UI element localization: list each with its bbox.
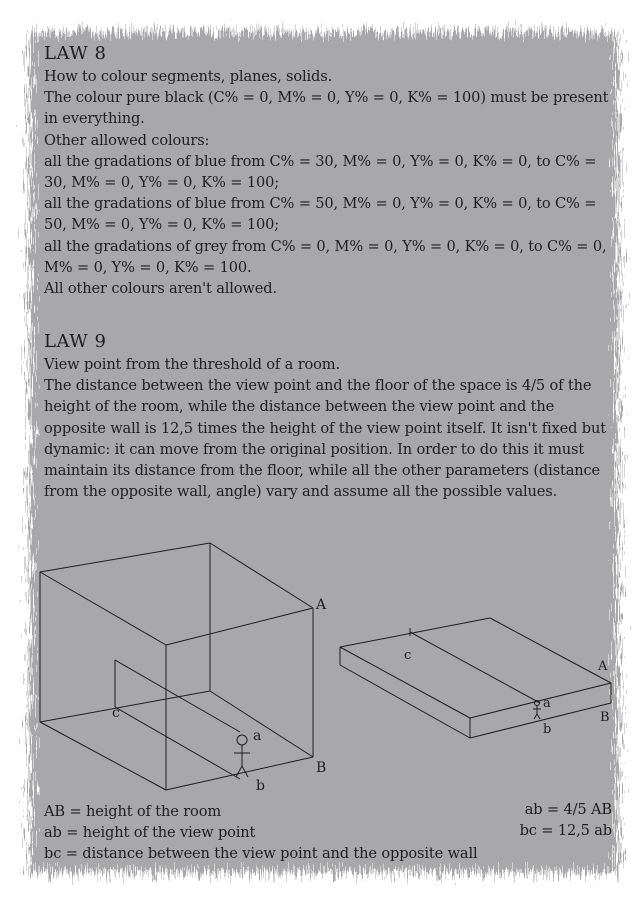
- legend-line: AB = height of the room: [44, 803, 222, 820]
- label-B: B: [316, 760, 327, 776]
- legend-line: ab = height of the view point: [44, 824, 256, 842]
- legend-line: bc = distance between the view point and the opposite wall: [44, 845, 478, 863]
- law-8-line: all the gradations of blue from C% = 30, M% = 0, Y% = 0, K% = 0, to C% = 30, M% = 0, Y% = 0, K% = 100;: [44, 152, 597, 192]
- law-8-line: The colour pure black (C% = 0, M% = 0, Y% = 0, K% = 100) must be present in everything.: [44, 89, 609, 128]
- law-8-line: All other colours aren't allowed.: [44, 280, 277, 298]
- label-b: b: [543, 722, 552, 737]
- legend-ratio-line: bc = 12,5 ab: [519, 822, 612, 840]
- legend-ratio-line: ab = 4/5 AB: [524, 801, 612, 818]
- label-c: c: [404, 648, 412, 663]
- label-A: A: [598, 659, 608, 674]
- law-8-line: Other allowed colours:: [44, 131, 210, 149]
- law-8-line: How to colour segments, planes, solids.: [44, 68, 333, 85]
- label-c: c: [112, 705, 120, 721]
- legend-ratios: [500, 799, 612, 841]
- legend-definitions: [44, 801, 478, 865]
- law-9-line: View point from the threshold of a room.: [44, 356, 340, 373]
- law-9-title: LAW 9: [44, 331, 107, 352]
- law-8-line: all the gradations of blue from C% = 50, M% = 0, Y% = 0, K% = 0, to C% = 50, M% = 0, Y% = 0, K% = 100;: [44, 195, 597, 234]
- label-a: a: [253, 728, 262, 744]
- label-B: B: [600, 710, 610, 725]
- law-8-title: LAW 8: [44, 43, 107, 64]
- law-9-line: The distance between the view point and the floor of the space is 4/5 of the height of the room, while the distance between the view point and the opposite wall is 12,5 times the height of the view point itself. It isn't fixed but dynamic: it can move from the original position. In order to do this it must maintain its distance from the floor, while all the other parameters (distance from the opposite wall, angle) vary and assume all the possible values.: [44, 377, 606, 501]
- law-8-line: all the gradations of grey from C% = 0, M% = 0, Y% = 0, K% = 0, to C% = 0, M% = 0, Y% = 0, K% = 100.: [44, 237, 607, 276]
- label-A: A: [316, 597, 327, 613]
- label-a: a: [543, 696, 551, 711]
- label-b: b: [256, 778, 265, 794]
